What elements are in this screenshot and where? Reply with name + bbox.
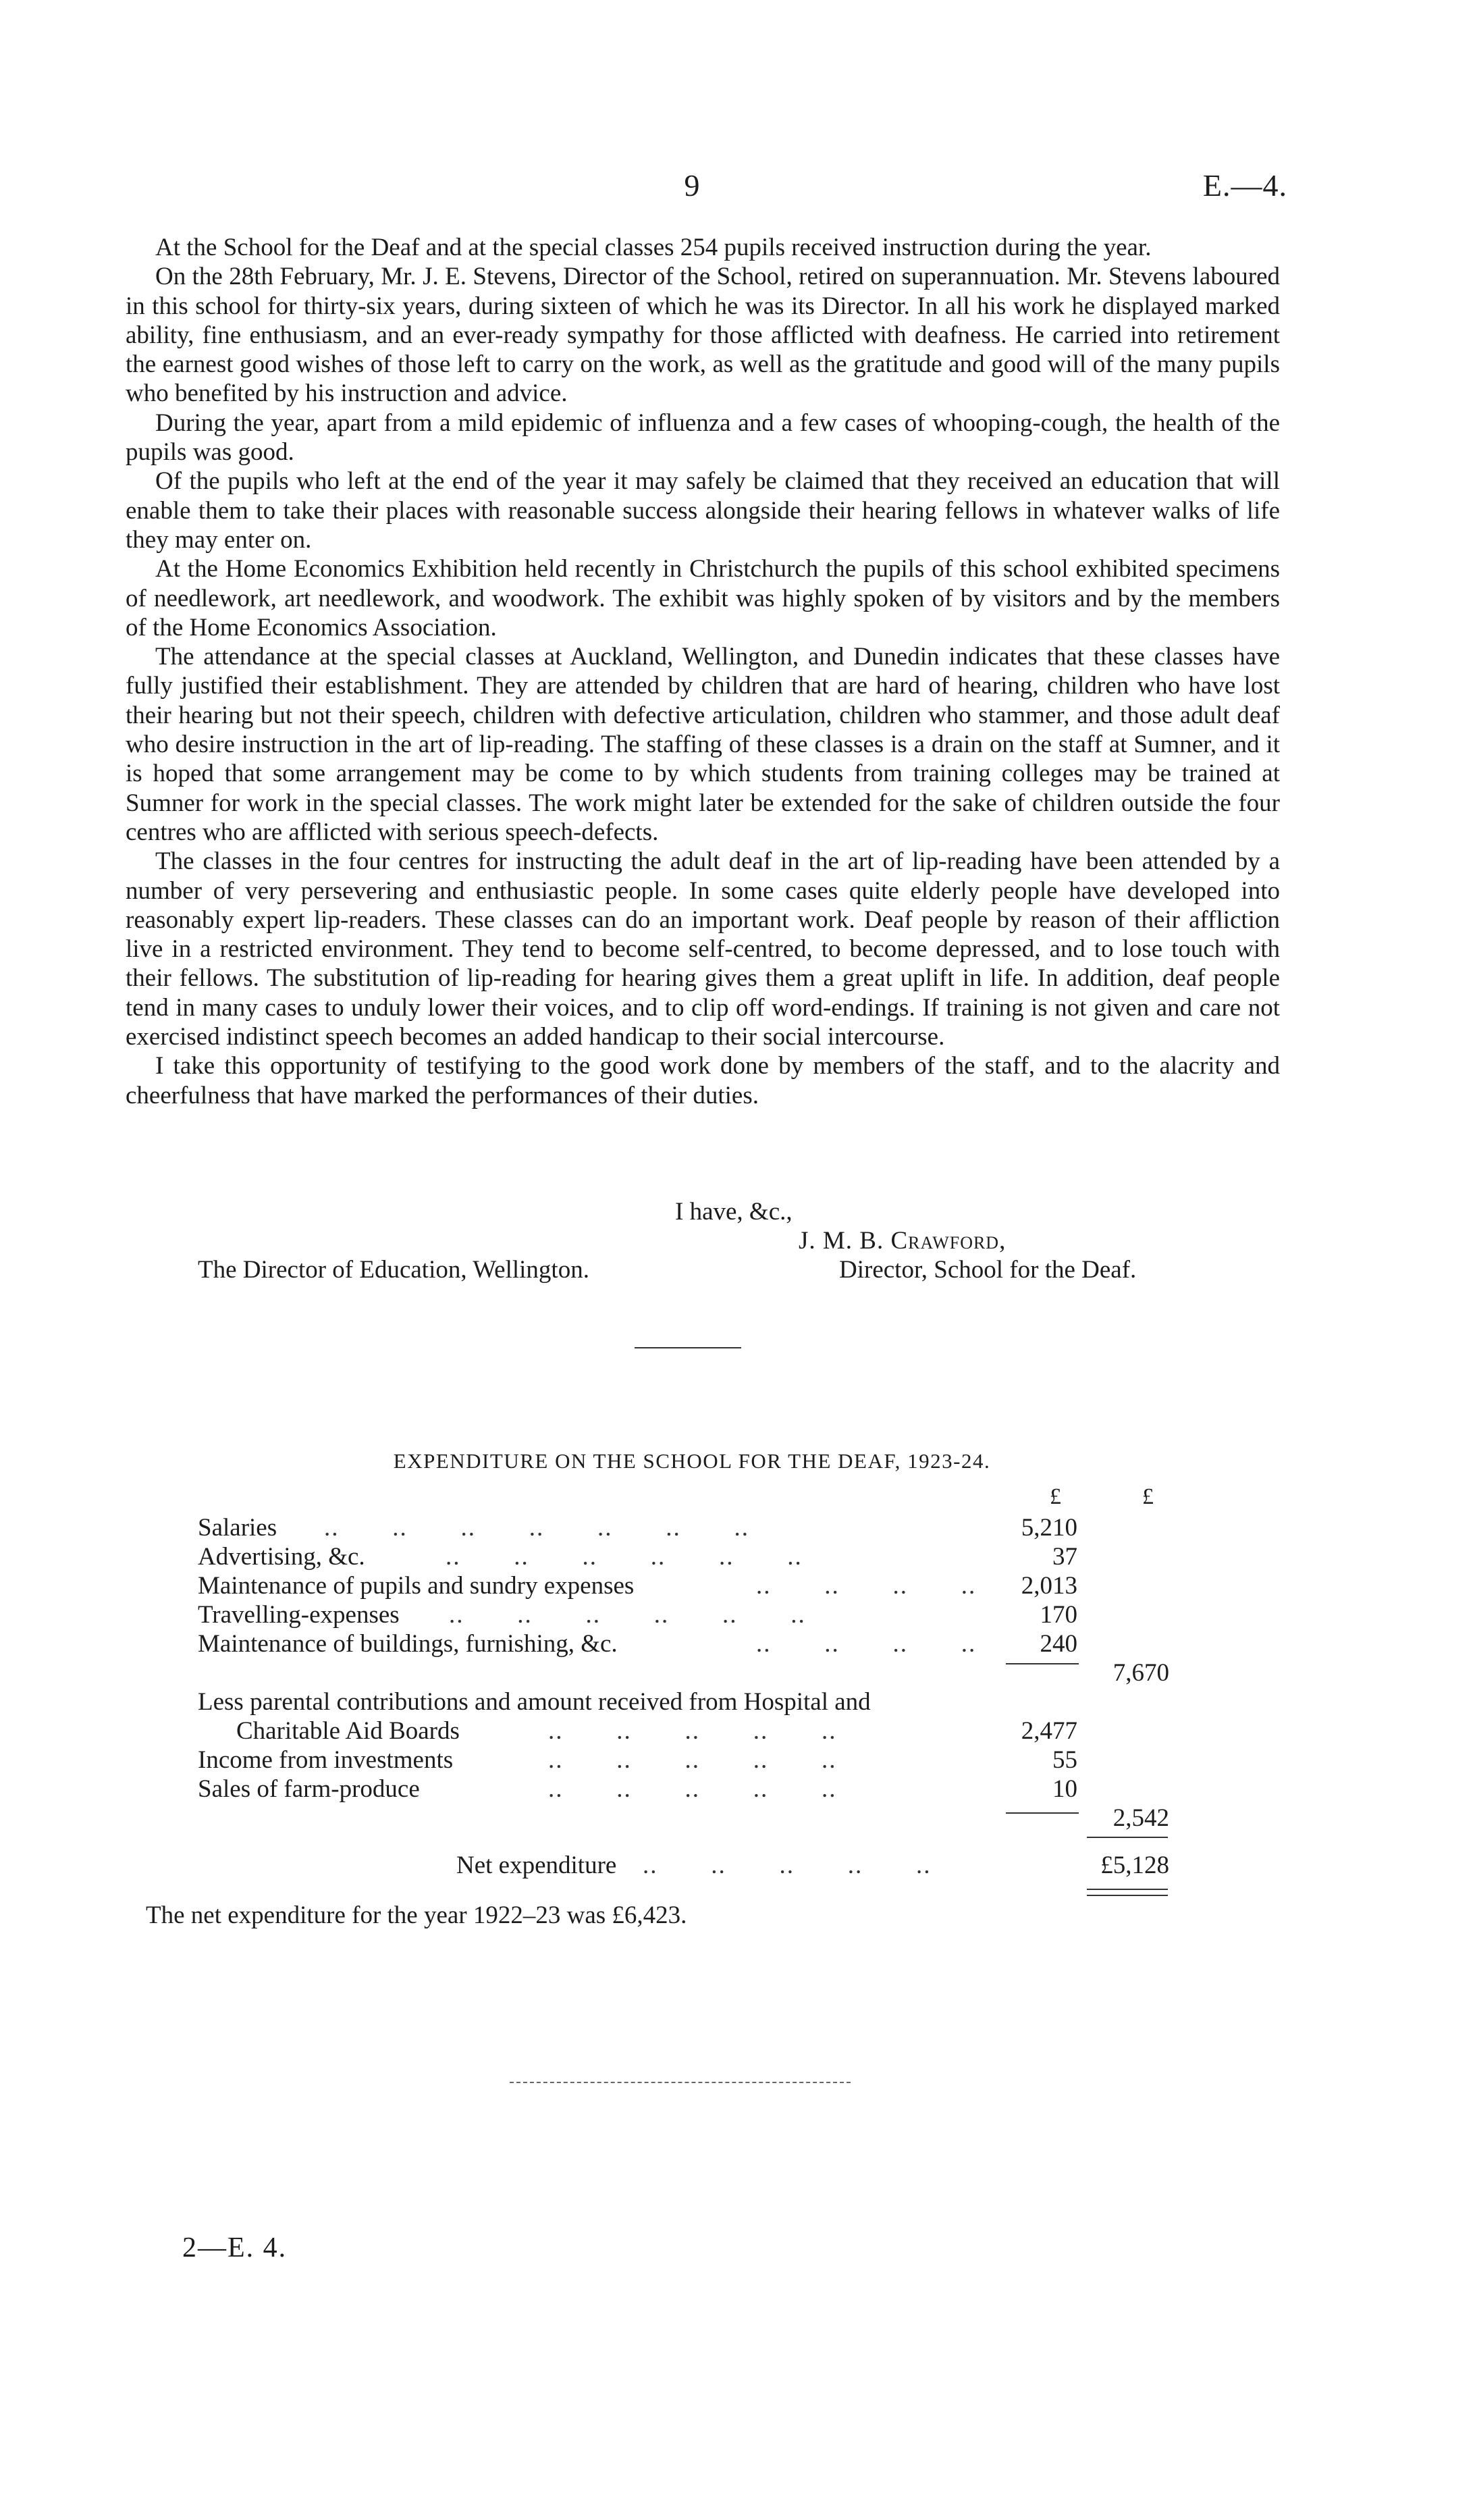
table-row-label: Income from investments [198,1746,454,1774]
leader-dots: .. .. .. .. [756,1630,977,1658]
currency-header: £ [1142,1484,1154,1509]
report-body [126,233,1280,1110]
table-cell-amount: 5,210 [1021,1514,1077,1542]
table-row-label: Travelling-expenses [198,1601,400,1629]
leader-dots: .. .. .. .. [756,1572,977,1600]
addressee: The Director of Education, Wellington. [198,1256,589,1284]
page-number: 9 [684,168,700,203]
table-row-label: Maintenance of buildings, furnishing, &c. [198,1630,618,1658]
end-rule [510,2082,851,2083]
deductions-heading: Less parental contributions and amount received from Hospital and [198,1688,871,1716]
leader-dots: .. .. .. .. .. [643,1852,932,1879]
net-expenditure-label: Net expenditure [456,1852,617,1879]
paragraph: At the Home Economics Exhibition held recently in Christchurch the pupils of this school exhibited specimens of needlework, art needlework, and woodwork. The exhibit was highly spoken of by visitors and by the members of the Home Economics Association. [126,555,1280,641]
leader-dots: .. .. .. .. .. .. [449,1601,806,1629]
table-cell-amount: 2,013 [1021,1572,1077,1600]
leader-dots: .. .. .. .. .. [548,1717,837,1745]
signature-closing: I have, &c., [675,1198,793,1226]
footer-code: 2—E. 4. [182,2232,288,2263]
table-cell-amount: 2,477 [1021,1717,1077,1745]
paragraph: Of the pupils who left at the end of the year it may safely be claimed that they received an education that will enable them to take their places with reasonable success alongside their hearing fellows in whatever walks of life they may enter on. [126,467,1280,554]
subtotal-amount: 7,670 [1112,1659,1169,1687]
table-row-label: Sales of farm-produce [198,1775,420,1803]
leader-dots: .. .. .. .. .. [548,1746,837,1774]
table-cell-amount: 55 [1052,1746,1077,1774]
table-row-label: Maintenance of pupils and sundry expenses [198,1572,635,1600]
table-cell-amount: 170 [1040,1601,1077,1629]
table-title: EXPENDITURE ON THE SCHOOL FOR THE DEAF, 1923-24. [393,1449,991,1473]
total-rule [1087,1837,1168,1838]
table-cell-amount: 37 [1052,1543,1077,1571]
document-code: E.—4. [1202,168,1287,203]
footnote: The net expenditure for the year 1922–23 was £6,423. [146,1901,687,1929]
section-divider [635,1347,741,1348]
net-expenditure-total: £5,128 [1100,1852,1169,1879]
paragraph: The attendance at the special classes at Auckland, Wellington, and Dunedin indicates that these classes have fully justified their establishment. They are attended by children that are hard of hearing, children who have lost their hearing but not their speech, children with defective articulation, children who stammer, and those adult deaf who desire instruction in the art of lip-reading. The staffing of these classes is a drain on the staff at Sumner, and it is hoped that some arrangement may be come to by which students from training colleges may be trained at Sumner for work in the special classes. The work might later be extended for the sake of children outside the four centres who are afflicted with serious speech-defects. [126,643,1280,846]
paragraph: I take this opportunity of testifying to the good work done by members of the staff, and to the alacrity and cheerfulness that have marked the performances of their duties. [126,1052,1280,1109]
double-rule [1087,1889,1168,1890]
leader-dots: .. .. .. .. .. [548,1775,837,1803]
paragraph: During the year, apart from a mild epidemic of influenza and a few cases of whooping-cough, the health of the pupils was good. [126,409,1280,467]
paragraph: The classes in the four centres for instructing the adult deaf in the art of lip-reading have been attended by a number of very persevering and enthusiastic people. In some cases quite elderly people have developed into reasonably expert lip-readers. These classes can do an important work. Deaf people by reason of their affliction live in a restricted environment. They tend to become self-centred, to become depressed, and to lose touch with their fellows. The substitution of lip-reading for hearing gives them a great uplift in life. In addition, deaf people tend in many cases to unduly lower their voices, and to clip off word-endings. If training is not given and care not exercised indistinct speech becomes an added handicap to their social intercourse. [126,847,1280,1051]
paragraph: At the School for the Deaf and at the special classes 254 pupils received instruction during the year. [155,234,1152,261]
table-cell-amount: 240 [1040,1630,1077,1658]
table-row-label: Salaries [198,1514,277,1542]
currency-header: £ [1050,1484,1061,1509]
leader-dots: .. .. .. .. .. .. .. [324,1514,749,1542]
table-cell-amount: 10 [1052,1775,1077,1803]
signature-title: Director, School for the Deaf. [839,1256,1137,1284]
signature-name: J. M. B. Crawford, [799,1227,1007,1255]
leader-dots: .. .. .. .. .. .. [446,1543,803,1571]
double-rule [1087,1895,1168,1896]
table-row-label: Advertising, &c. [198,1543,365,1571]
subtotal-amount: 2,542 [1112,1804,1169,1832]
table-row-label: Charitable Aid Boards [236,1717,460,1745]
paragraph: On the 28th February, Mr. J. E. Stevens, Director of the School, retired on superannuation. Mr. Stevens laboured in this school for thirty-six years, during sixteen of which he was its Director. In all his work he displayed marked ability, fine enthusiasm, and an ever-ready sympathy for those afflicted with deafness. He carried into retirement the earnest good wishes of those left to carry on the work, as well as the gratitude and good will of the many pupils who benefited by his instruction and advice. [126,263,1280,408]
